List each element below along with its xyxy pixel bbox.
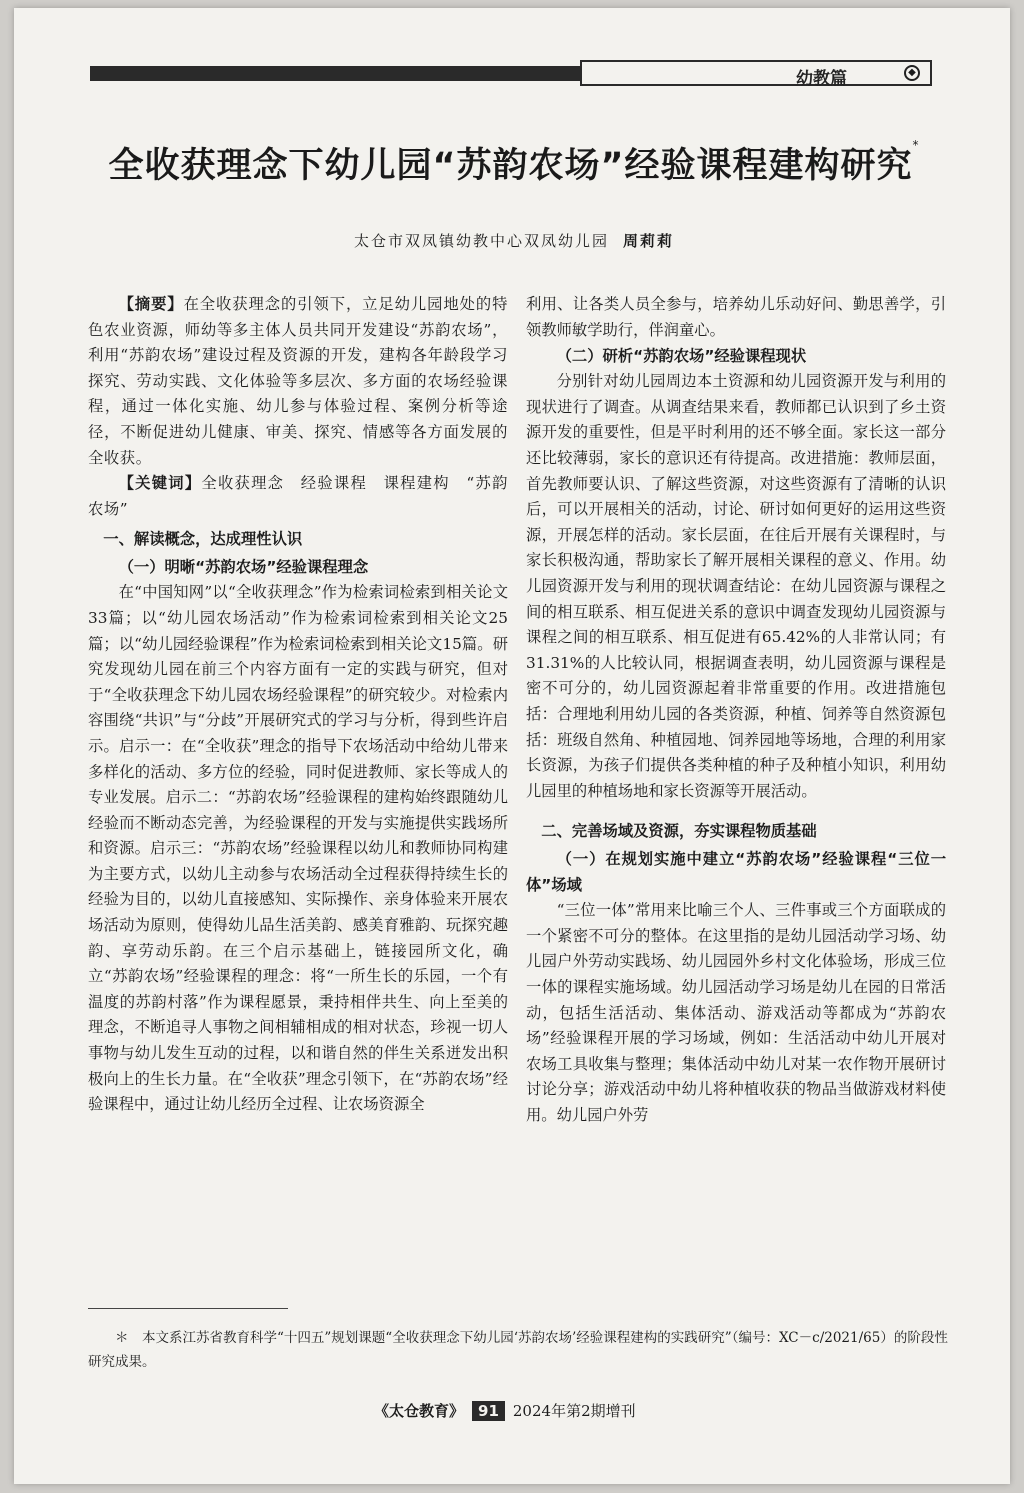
title-footnote-mark: * (912, 138, 920, 152)
section-tab (580, 60, 932, 89)
heading-subsection-1-2: （二）研析“苏韵农场”经验课程现状 (556, 347, 807, 366)
author-affiliation: 太仓市双凤镇幼教中心双凤幼儿园 (353, 232, 609, 250)
paragraph-continued: 利用、让各类人员全参与，培养幼儿乐动好问、勤思善学，引领教师敏学助行，伴润童心。 (526, 295, 946, 339)
header-rule (90, 66, 650, 81)
footnote-rule (88, 1308, 288, 1309)
section-label: 幼教篇 (796, 69, 847, 89)
paper-page (14, 8, 1010, 1484)
page-footer (374, 1400, 636, 1421)
right-column (526, 292, 946, 1129)
keywords (88, 471, 508, 522)
abstract (88, 292, 508, 471)
keywords-label: 【关键词】 (118, 474, 202, 493)
heading-subsection-2-1: （一）在规划实施中建立“苏韵农场”经验课程“三位一体”场域 (526, 850, 946, 895)
paragraph-1: 在“中国知网”以“全收获理念”作为检索词检索到相关论文33篇；以“幼儿园农场活动”作为检索词检索到相关论文25篇；以“幼儿园经验课程”作为检索词检索到相关论文15篇。研究发现幼儿园在前三个内容方面有一定的实践与研究，但对于“全收获理念下幼儿园农场经验课程”的研究较少。对检索内容围绕“共识”与“分歧”开展研究式的学习与分析，得到些许启示。启示一：在“全收获”理念的指导下农场活动中给幼儿带来多样化的活动、多方位的经验，同时促进教师、家长等成人的专业发展。启示二：“苏韵农场”经验课程的建构始终跟随幼儿经验而不断动态完善，为经验课程的开发与实施提供实践场所和资源。启示三：“苏韵农场”经验课程以幼儿和教师协同构建为主要方式，以幼儿主动参与农场活动全过程获得持续生长的经验为目的，以幼儿直接感知、实际操作、亲身体验来开展农场活动为原则，使得幼儿品生活美韵、感美育雅韵、玩探究趣韵、享劳动乐韵。在三个启示基础上，链接园所文化，确立“苏韵农场”经验课程的理念：将“一所生长的乐园，一个有温度的苏韵村落”作为课程愿景，秉持相伴共生、向上至美的理念，不断追寻人事物之间相辅相成的相对状态，珍视一切人事物与幼儿发生互动的过程，以和谐自然的伴生关系迸发出积极向上的生长力量。在“全收获”理念引领下，在“苏韵农场”经验课程中，通过让幼儿经历全过程、让农场资源全 (88, 583, 508, 1114)
keywords-text: 全收获理念 经验课程 课程建构 “苏韵农场” (88, 474, 508, 518)
article-title (74, 138, 954, 188)
paragraph-3: “三位一体”常用来比喻三个人、三件事或三个方面联成的一个紧密不可分的整体。在这里指的是幼儿园活动学习场、幼儿园户外劳动实践场、幼儿园园外乡村文化体验场，形成三位一体的课程实施场域。幼儿园活动学习场是幼儿在园的日常活动，包括生活活动、集体活动、游戏活动等都成为“苏韵农场”经验课程开展的学习场域，例如：生活活动中幼儿开展对农场工具收集与整理；集体活动中幼儿对某一农作物开展研讨讨论分享；游戏活动中幼儿将种植收获的物品当做游戏材料使用。幼儿园户外劳 (526, 901, 946, 1125)
abstract-label: 【摘要】 (118, 295, 184, 313)
title-text: 全收获理念下幼儿园“苏韵农场”经验课程建构研究 (108, 146, 913, 186)
heading-section-1: 一、解读概念，达成理性认识 (103, 530, 303, 549)
abstract-text: 在全收获理念的引领下，立足幼儿园地处的特色农业资源，师幼等多主体人员共同开发建设“苏韵农场”，利用“苏韵农场”建设过程及资源的开发，建构各年龄段学习探究、劳动实践、文化体验等多层次、多方面的农场经验课程，通过一体化实施、幼儿参与体验过程、案例分析等途径，不断促进幼儿健康、审美、探究、情感等各方面发展的全收获。 (88, 295, 508, 467)
heading-section-2: 二、完善场域及资源，夯实课程物质基础 (541, 822, 817, 841)
issue-info: 2024年第2期增刊 (512, 1402, 636, 1420)
left-column (88, 292, 508, 1118)
paragraph-2: 分别针对幼儿园周边本土资源和幼儿园资源开发与利用的现状进行了调查。从调查结果来看，教师都已认识到了乡土资源开发的重要性，但是平时利用的还不够全面。家长这一部分还比较薄弱，家长的意识还有待提高。改进措施：教师层面，首先教师要认识、了解这些资源，对这些资源有了清晰的认识后，可以开展相关的活动，讨论、研讨如何更好的运用这些资源，开展怎样的活动。家长层面，在往后开展有关课程时，与家长积极沟通，帮助家长了解开展相关课程的意义、作用。幼儿园资源开发与利用的现状调查结论：在幼儿园资源与课程之间的相互联系、相互促进关系的意识中调查发现幼儿园资源与课程之间的相互联系、相互促进有65.42%的人非常认同；有31.31%的人比较认同，根据调查表明，幼儿园资源与课程是密不可分的，幼儿园资源起着非常重要的作用。改进措施包括：合理地利用幼儿园的各类资源，种植、饲养等自然资源包括：班级自然角、种植园地、饲养园地等场地，合理的利用家长资源，为孩子们提供各类种植的种子及种植小知识，利用幼儿园里的种植场地和家长资源等开展活动。 (526, 372, 946, 800)
journal-name: 《太仓教育》 (374, 1402, 465, 1420)
author-line (74, 230, 954, 251)
footnote: ＊ 本文系江苏省教育科学“十四五”规划课题“全收获理念下幼儿园‘苏韵农场’经验课程建构的实践研究”（编号：XC－c/2021/65）的阶段性研究成果。 (88, 1330, 948, 1370)
diamond-icon: ◆ (904, 65, 920, 81)
author-name: 周莉莉 (623, 232, 675, 250)
heading-subsection-1-1: （一）明晰“苏韵农场”经验课程理念 (118, 558, 369, 577)
page-number: 91 (472, 1401, 505, 1421)
